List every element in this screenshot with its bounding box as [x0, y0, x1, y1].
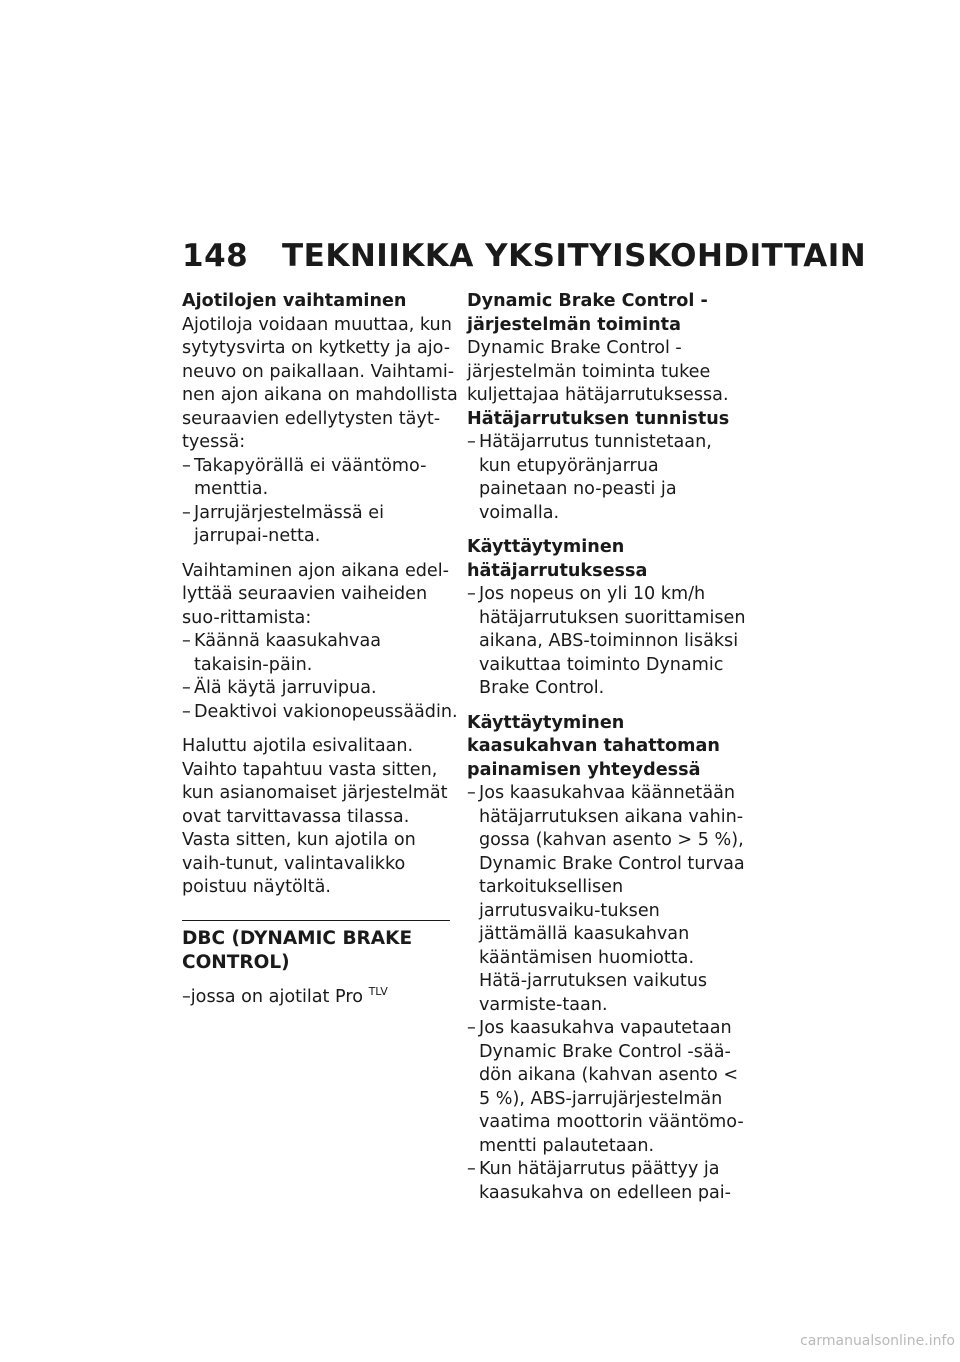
heading-dbc-function: Dynamic Brake Control -järjestelmän toiminta	[467, 291, 708, 335]
list-item: – Jarrujärjestelmässä ei jarrupai-netta.	[182, 502, 460, 549]
paragraph-preselect: Haluttu ajotila esivalitaan.	[182, 736, 414, 756]
page-header	[182, 238, 867, 274]
paragraph-dbc-function: Dynamic Brake Control -järjestelmän toiminta tukee kuljettajaa hätäjarrutuksessa.	[467, 338, 729, 405]
list-item: – Jos nopeus on yli 10 km/h hätäjarrutuksen suorittamisen aikana, ABS-toiminnon lisäksi vaikuttaa toiminto Dynamic Brake Control.	[467, 583, 747, 701]
list-item: – Jos kaasukahva vapautetaan Dynamic Brake Control -sää-dön aikana (kahvan asento < 5 %), ABS-jarrujärjestelmän vaatima moottorin vääntömo-mentti palautetaan.	[467, 1017, 747, 1158]
paragraph-switch-timing: Vaihto tapahtuu vasta sitten, kun asianomaiset järjestelmät ovat tarvittavassa tilassa.	[182, 759, 448, 827]
paragraph-menu-closes: Vasta sitten, kun ajotila on vaih-tunut, valintavalikko poistuu näytöltä.	[182, 830, 416, 897]
page-title: TEKNIIKKA YKSITYISKOHDITTAIN	[282, 238, 867, 274]
list-item: – Älä käytä jarruvipua.	[182, 677, 460, 701]
heading-drive-mode-change: Ajotilojen vaihtaminen	[182, 291, 407, 311]
list-item: – Deaktivoi vakionopeussäädin.	[182, 701, 460, 725]
list-item: – Takapyörällä ei vääntömo-menttia.	[182, 455, 460, 502]
heading-emergency-detection: Hätäjarrutuksen tunnistus	[467, 408, 730, 429]
page-number: 148	[182, 238, 249, 274]
right-column	[467, 290, 747, 1205]
heading-behaviour-emergency: Käyttäytyminen hätäjarrutuksessa	[467, 537, 648, 581]
section-title-dbc: DBC (DYNAMIC BRAKE CONTROL)	[182, 927, 413, 973]
paragraph-requirements: Vaihtaminen ajon aikana edel-lyttää seuraavien vaiheiden suo-rittamista:	[182, 560, 449, 628]
watermark: carmanualsonline.info	[800, 1333, 955, 1349]
list-item: – Käännä kaasukahvaa takaisin-päin.	[182, 630, 460, 677]
list-item: – Jos kaasukahvaa käännetään hätäjarrutuksen aikana vahin-gossa (kahvan asento > 5 %), Dynamic Brake Control turvaa tarkoituksellisen jarrutusvaiku-tuksen jättämällä kaasukahvan kääntämisen huomiotta. Hätä-jarrutuksen vaikutus varmiste-taan.	[467, 782, 747, 1017]
left-column	[182, 290, 460, 1009]
option-note-text: –jossa on ajotilat Pro	[182, 986, 363, 1007]
section-divider	[182, 920, 450, 921]
list-item: – Kun hätäjarrutus päättyy ja kaasukahva on edelleen pai-	[467, 1158, 747, 1205]
option-note	[182, 986, 460, 1010]
list-item: – Hätäjarrutus tunnistetaan, kun etupyöränjarrua painetaan no-peasti ja voimalla.	[467, 431, 747, 525]
paragraph-drive-mode-intro: Ajotiloja voidaan muuttaa, kun sytytysvirta on kytketty ja ajo-neuvo on paikallaan. Vaihtami-nen ajon aikana on mahdollista seuraavien edellytysten täyt-tyessä:	[182, 314, 458, 452]
heading-behaviour-throttle: Käyttäytyminen kaasukahvan tahattoman painamisen yhteydessä	[467, 712, 720, 780]
option-note-superscript: TLV	[368, 984, 388, 998]
